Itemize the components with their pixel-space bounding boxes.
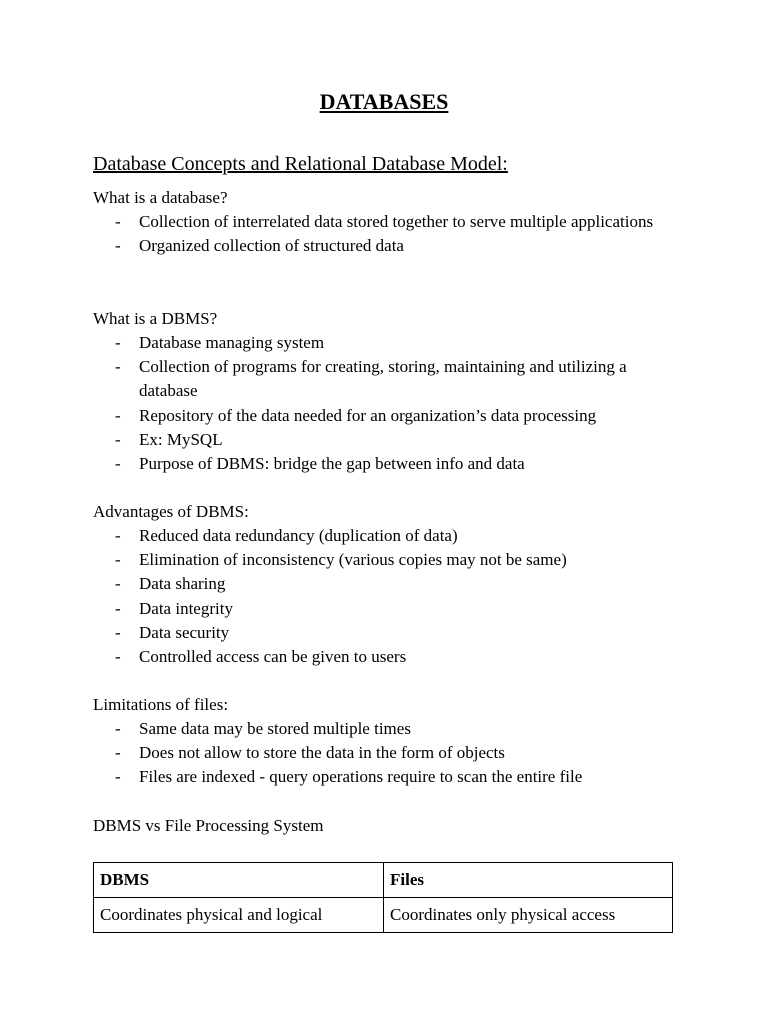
bullet-list-database	[0, 210, 659, 258]
bullet-dash: -	[115, 526, 121, 545]
list-item-text: Files are indexed - query operations require to scan the entire file	[139, 767, 583, 787]
list-item-text: Elimination of inconsistency (various copies may not be same)	[139, 550, 567, 570]
list-item	[0, 741, 659, 765]
bullet-dash: -	[115, 550, 121, 570]
list-item	[0, 234, 659, 258]
question-heading-dbms: What is a DBMS?	[93, 309, 218, 328]
table-cell: Coordinates physical and logical	[94, 898, 384, 933]
list-item-text: Organized collection of structured data	[139, 236, 404, 256]
list-item-text: Collection of programs for creating, storing, maintaining and utilizing a database	[139, 357, 627, 401]
list-item	[0, 452, 659, 476]
list-item-text: Data sharing	[139, 574, 226, 594]
list-item-text: Data integrity	[139, 598, 233, 618]
bullet-dash: -	[115, 743, 121, 763]
list-item-text: Controlled access can be given to users	[139, 647, 407, 667]
question-heading-database: What is a database?	[93, 188, 228, 207]
list-item-text: Does not allow to store the data in the form of objects	[139, 743, 505, 763]
document-title: DATABASES	[319, 89, 449, 114]
list-item	[0, 621, 659, 645]
list-item	[0, 717, 659, 741]
bullet-dash: -	[115, 405, 121, 425]
list-item	[0, 355, 659, 403]
bullet-dash: -	[115, 236, 121, 256]
list-item	[0, 524, 659, 548]
list-item	[0, 597, 659, 621]
list-item	[0, 331, 659, 355]
table-header-row	[94, 863, 673, 898]
list-item	[0, 765, 659, 789]
bullet-dash: -	[115, 212, 121, 231]
table-row	[94, 898, 673, 933]
bullet-dash: -	[115, 647, 121, 667]
section-heading: Database Concepts and Relational Database Model:	[93, 153, 508, 175]
bullet-dash: -	[115, 574, 121, 594]
list-item-text: Database managing system	[139, 333, 325, 352]
bullet-dash: -	[115, 333, 121, 352]
table-header-cell: DBMS	[94, 863, 384, 898]
list-item	[0, 572, 659, 596]
list-item	[0, 428, 659, 452]
list-item-text: Ex: MySQL	[139, 429, 223, 449]
bullet-list-advantages	[0, 524, 659, 669]
question-heading-advantages: Advantages of DBMS:	[93, 502, 249, 521]
list-item	[0, 645, 659, 669]
question-heading-limitations: Limitations of files:	[93, 695, 229, 714]
bullet-dash: -	[115, 598, 121, 618]
table-cell: Coordinates only physical access	[384, 898, 673, 933]
bullet-dash: -	[115, 357, 121, 377]
bullet-list-dbms	[0, 331, 659, 476]
bullet-dash: -	[115, 719, 121, 738]
list-item-text: Repository of the data needed for an organization’s data processing	[139, 405, 597, 425]
bullet-dash: -	[115, 622, 121, 642]
list-item	[0, 210, 659, 234]
bullet-dash: -	[115, 454, 121, 474]
list-item	[0, 404, 659, 428]
list-item-text: Same data may be stored multiple times	[139, 719, 411, 738]
list-item-text: Collection of interrelated data stored together to serve multiple applications	[139, 212, 654, 231]
list-item-text: Data security	[139, 622, 230, 642]
list-item-text: Purpose of DBMS: bridge the gap between info and data	[139, 454, 525, 474]
list-item-text: Reduced data redundancy (duplication of data)	[139, 526, 458, 545]
comparison-caption: DBMS vs File Processing System	[93, 816, 324, 835]
bullet-list-limitations	[0, 717, 659, 790]
list-item	[0, 548, 659, 572]
table-header-cell: Files	[384, 863, 673, 898]
comparison-table	[93, 862, 673, 933]
bullet-dash: -	[115, 429, 121, 449]
bullet-dash: -	[115, 767, 121, 787]
